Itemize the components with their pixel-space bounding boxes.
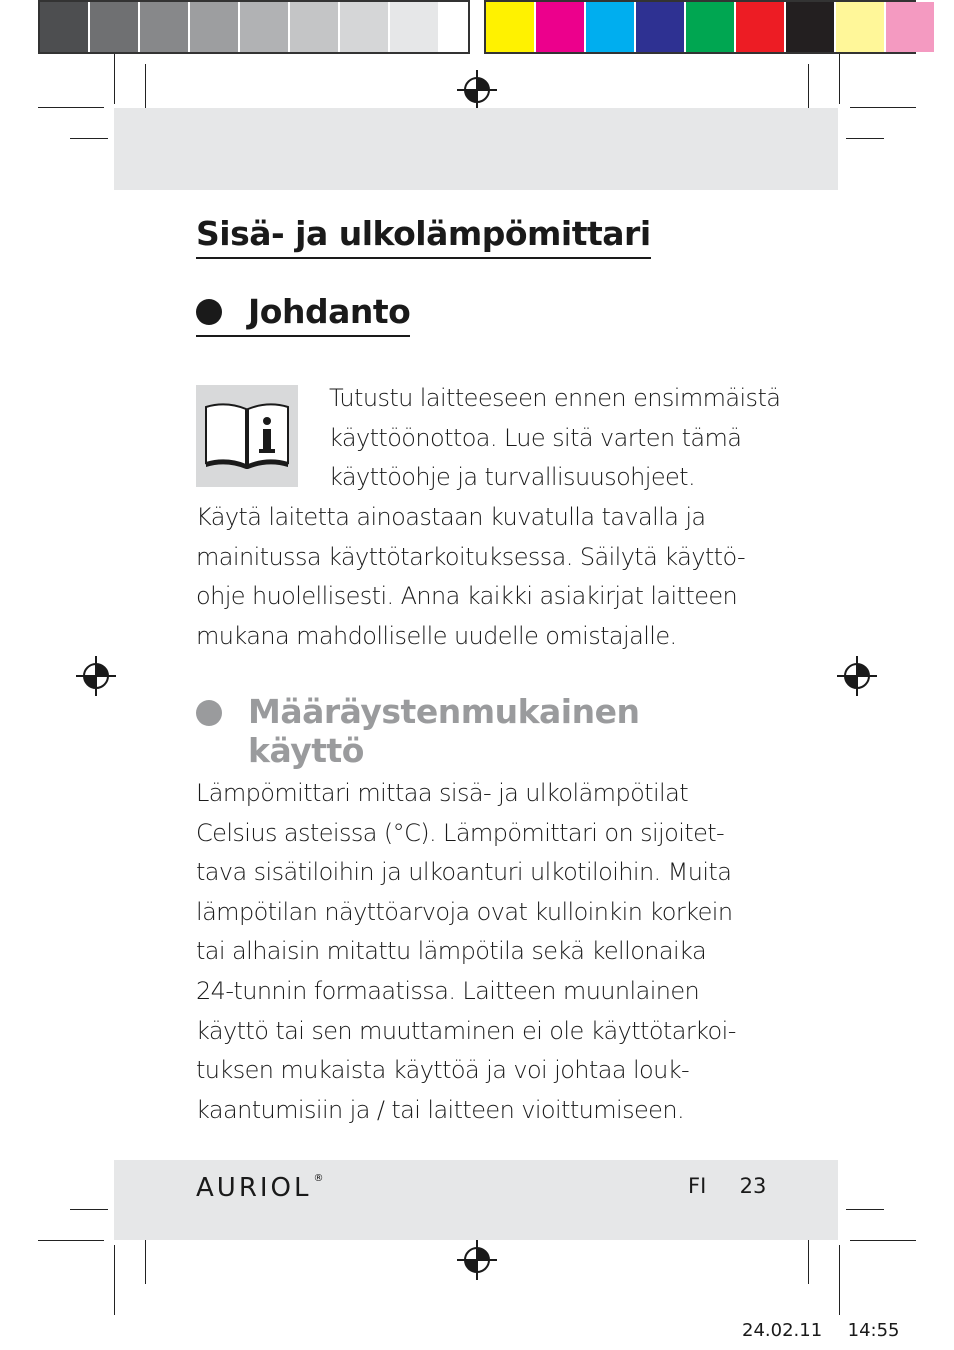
text-line: Tutustu laitteeseen ennen ensimmäistä	[329, 384, 781, 412]
color-bar-frame	[484, 0, 916, 54]
text-line: tai alhaisin mitattu lämpötila sekä kellonaika	[196, 937, 707, 966]
text-line: Lämpömittari mittaa sisä- ja ulkolämpötilat	[196, 779, 689, 807]
text-line: käyttöönottoa. Lue sitä varten tämä	[329, 423, 742, 452]
text-line: mukana mahdolliselle uudelle omistajalle.	[196, 621, 677, 650]
text-line: Celsius asteissa (°C). Lämpömittari on sijoitet-	[196, 818, 725, 847]
page-info	[688, 1174, 766, 1198]
section-heading-intended-use	[196, 692, 639, 770]
registration-mark-icon	[76, 656, 116, 696]
gray-bar-frame	[38, 0, 470, 54]
bullet-icon	[196, 299, 222, 325]
text-line: ohje huolellisesti. Anna kaikki asiakirjat laitteen	[196, 582, 738, 611]
page-title: Sisä- ja ulkolämpömittari	[196, 214, 651, 259]
registered-mark: ®	[313, 1173, 327, 1184]
bullet-icon	[196, 700, 222, 726]
brand-logo	[196, 1173, 327, 1203]
section-heading-label: Johdanto	[248, 292, 411, 331]
text-line: 24-tunnin formaatissa. Laitteen muunlainen	[196, 976, 700, 1005]
text-line: Käytä laitetta ainoastaan kuvatulla tavalla ja	[196, 503, 706, 531]
intro-text	[329, 379, 780, 498]
section-heading-introduction	[196, 292, 410, 337]
registration-mark-icon	[457, 1240, 497, 1280]
text-line: lämpötilan näyttöarvoja ovat kulloinkin korkein	[196, 897, 733, 926]
print-time: 14:55	[847, 1320, 900, 1341]
section-heading-line: käyttö	[248, 731, 364, 770]
text-line: mainitussa käyttötarkoituksessa. Säilytä käyttö-	[196, 542, 746, 571]
info-book-icon	[196, 385, 298, 487]
text-line: tuksen mukaista käyttöä ja voi johtaa louk-	[196, 1056, 690, 1085]
text-line: kaantumisiin ja / tai laitteen vioittumiseen.	[196, 1095, 684, 1124]
section-heading-line: Määräystenmukainen	[248, 692, 640, 731]
language-code: FI	[688, 1174, 707, 1198]
print-timestamp	[742, 1320, 900, 1341]
text-line: käyttöohje ja turvallisuusohjeet.	[329, 463, 696, 492]
introduction-body	[196, 498, 745, 656]
brand-logo-text: AURIOL	[196, 1173, 312, 1203]
page-number: 23	[739, 1174, 767, 1198]
header-band	[114, 108, 838, 190]
registration-mark-icon	[837, 656, 877, 696]
intended-use-body	[196, 774, 736, 1130]
text-line: tava sisätiloihin ja ulkoanturi ulkotiloihin. Muita	[196, 858, 732, 887]
registration-mark-icon	[457, 70, 497, 110]
text-line: käyttö tai sen muuttaminen ei ole käyttötarkoi-	[196, 1016, 736, 1045]
print-date: 24.02.11	[742, 1320, 823, 1341]
